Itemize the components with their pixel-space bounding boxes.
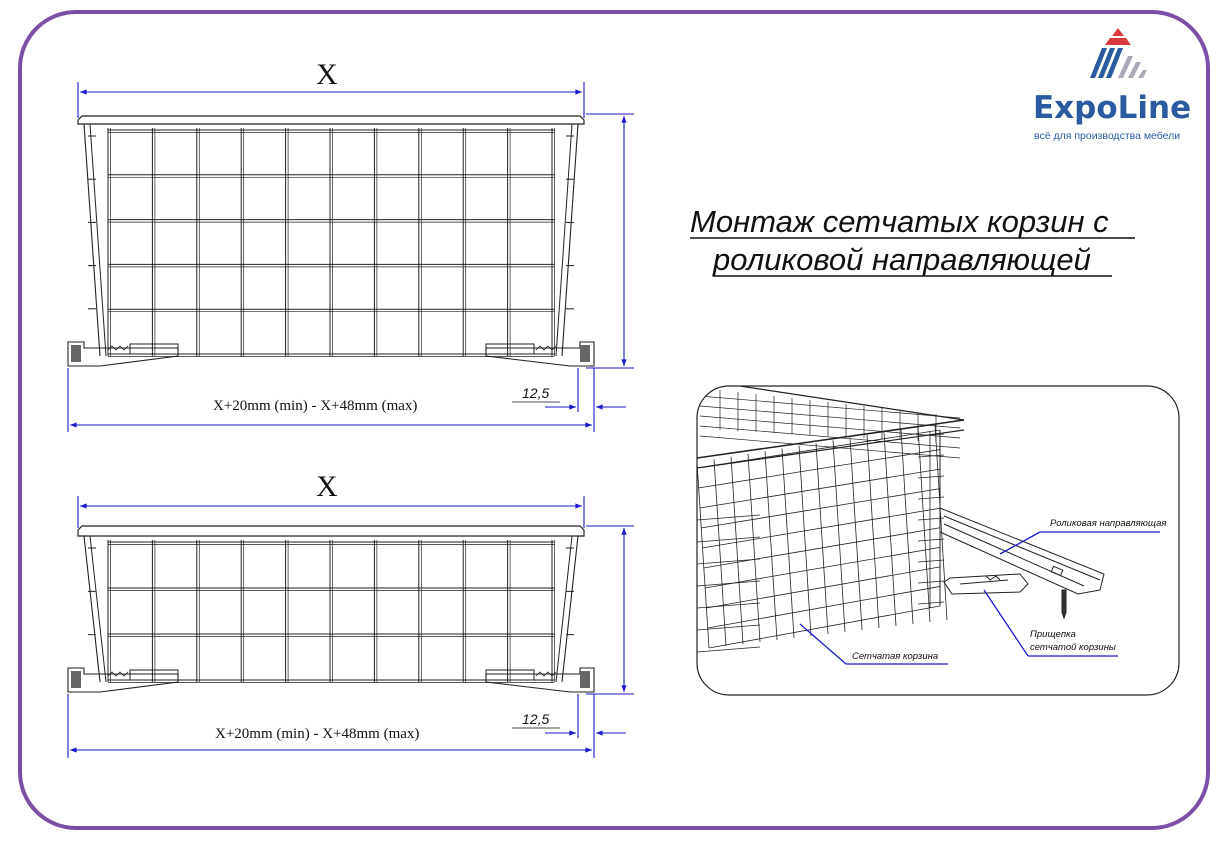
- basket-label: Сетчатая корзина: [852, 651, 939, 662]
- clip-label-line-2: сетчатой корзины: [1030, 642, 1116, 653]
- rail-label: Роликовая направляющая: [1050, 518, 1167, 529]
- range-label-bottom: X+20mm (min) - X+48mm (max): [215, 726, 420, 742]
- range-label-top: X+20mm (min) - X+48mm (max): [213, 398, 418, 414]
- title-line-2: роликовой направляющей: [713, 242, 1091, 277]
- width-label-bottom: X: [316, 470, 338, 503]
- offset-label-bottom: 12,5: [522, 711, 550, 727]
- clip-label-line-1: Прищепка: [1030, 629, 1076, 640]
- basket-top-rim: [78, 116, 584, 124]
- title-line-1: Монтаж сетчатых корзин с: [690, 204, 1109, 239]
- page-title: [690, 204, 1135, 277]
- brand-tagline: всё для производства мебели: [1034, 130, 1181, 142]
- offset-label-top: 12,5: [522, 385, 550, 401]
- basket-diagram-bottom: [68, 470, 634, 758]
- width-label-top: X: [316, 58, 338, 91]
- expoline-logo: [1033, 28, 1191, 142]
- basket-bottom-body: [84, 536, 578, 683]
- basket-bottom-rim: [78, 526, 584, 536]
- logo-mark: [1090, 28, 1147, 78]
- detail-view: [697, 386, 1179, 695]
- basket-top-body: [84, 124, 578, 357]
- brand-name: ExpoLine: [1033, 90, 1192, 126]
- basket-diagram-top: [68, 58, 634, 432]
